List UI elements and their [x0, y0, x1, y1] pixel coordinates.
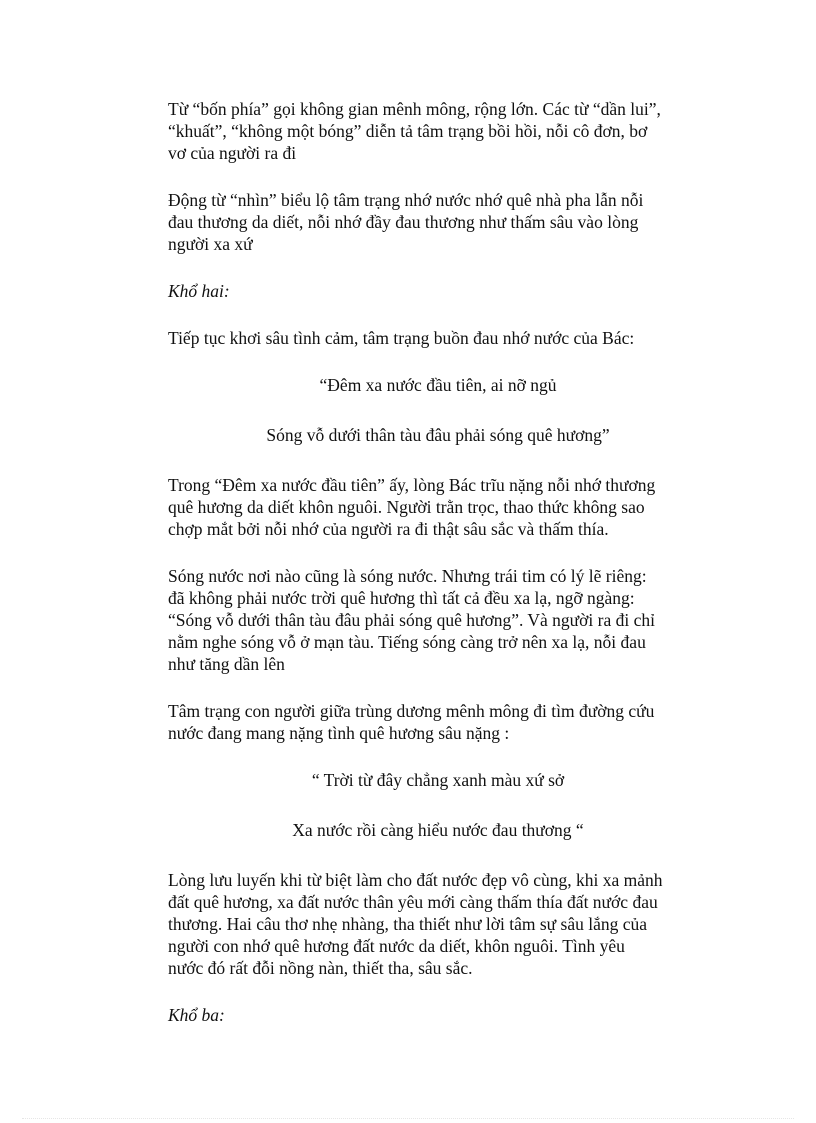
text-line: Trong “Đêm xa nước đầu tiên” ấy, lòng Bác trĩu nặng nỗi nhớ thương	[168, 475, 656, 495]
text-line: người xa xứ	[168, 234, 253, 254]
verse-text: “Đêm xa nước đầu tiên, ai nỡ ngủ	[319, 375, 557, 395]
text-line: chợp mắt bởi nỗi nhớ của người ra đi thật sâu sắc và thấm thía.	[168, 519, 609, 539]
text-line: thương. Hai câu thơ nhẹ nhàng, tha thiết như lời tâm sự sâu lắng của	[168, 914, 648, 934]
text-line: như tăng dần lên	[168, 654, 285, 674]
verse-line	[168, 424, 708, 446]
text-line: đã không phải nước trời quê hương thì tất cả đều xa lạ, ngỡ ngàng:	[168, 588, 635, 608]
text-line: “khuất”, “không một bóng” diễn tả tâm trạng bồi hồi, nỗi cô đơn, bơ	[168, 121, 648, 141]
text-line: Tiếp tục khơi sâu tình cảm, tâm trạng buồn đau nhớ nước của Bác:	[168, 328, 635, 348]
verse-text: “ Trời từ đây chẳng xanh màu xứ sở	[311, 770, 565, 790]
text-line: đất quê hương, xa đất nước thân yêu mới càng thấm thía đất nước đau	[168, 892, 658, 912]
verse-line	[168, 374, 708, 396]
document-body	[168, 98, 708, 1051]
paragraph	[168, 98, 708, 164]
text-line: vơ của người ra đi	[168, 143, 297, 163]
text-line: quê hương da diết khôn nguôi. Người trằn trọc, thao thức không sao	[168, 497, 645, 517]
heading-text: Khổ ba:	[168, 1005, 225, 1025]
text-line: Từ “bốn phía” gọi không gian mênh mông, rộng lớn. Các từ “dần lui”,	[168, 99, 661, 119]
paragraph	[168, 565, 708, 675]
page-bottom-divider	[22, 1118, 794, 1119]
verse-text: Xa nước rồi càng hiểu nước đau thương “	[292, 820, 584, 840]
verse-line	[168, 769, 708, 791]
text-line: “Sóng vỗ dưới thân tàu đâu phải sóng quê hương”. Và người ra đi chỉ	[168, 610, 655, 630]
text-line: Tâm trạng con người giữa trùng dương mênh mông đi tìm đường cứu	[168, 701, 655, 721]
text-line: Sóng nước nơi nào cũng là sóng nước. Nhưng trái tim có lý lẽ riêng:	[168, 566, 647, 586]
text-line: Lòng lưu luyến khi từ biệt làm cho đất nước đẹp vô cùng, khi xa mảnh	[168, 870, 663, 890]
text-line: nước đang mang nặng tình quê hương sâu nặng :	[168, 723, 510, 743]
heading-text: Khổ hai:	[168, 281, 230, 301]
paragraph	[168, 189, 708, 255]
text-line: nằm nghe sóng vỗ ở mạn tàu. Tiếng sóng càng trở nên xa lạ, nỗi đau	[168, 632, 646, 652]
paragraph	[168, 700, 708, 744]
text-line: Động từ “nhìn” biểu lộ tâm trạng nhớ nước nhớ quê nhà pha lẫn nỗi	[168, 190, 644, 210]
section-heading	[168, 280, 708, 302]
text-line: nước đó rất đỗi nồng nàn, thiết tha, sâu sắc.	[168, 958, 473, 978]
verse-line	[168, 819, 708, 841]
text-line: đau thương da diết, nỗi nhớ đầy đau thương như thấm sâu vào lòng	[168, 212, 639, 232]
verse-text: Sóng vỗ dưới thân tàu đâu phải sóng quê hương”	[266, 425, 610, 445]
paragraph	[168, 327, 708, 349]
text-line: người con nhớ quê hương đất nước da diết, khôn nguôi. Tình yêu	[168, 936, 625, 956]
paragraph	[168, 474, 708, 540]
paragraph	[168, 869, 708, 979]
section-heading	[168, 1004, 708, 1026]
